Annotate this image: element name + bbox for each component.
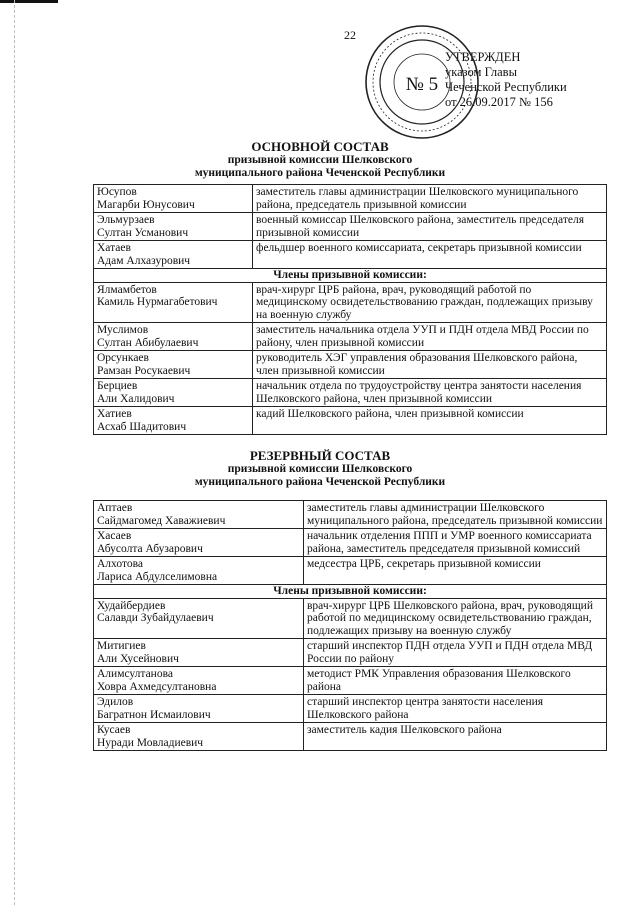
main-section-subtitle: призывной комиссии Шелковского: [227, 154, 413, 166]
person-cell: Берциев Али Халидович: [94, 379, 253, 407]
table-row: [94, 407, 607, 435]
role-cell: заместитель кадия Шелковского района: [304, 723, 607, 751]
members-header: Члены призывной комиссии:: [94, 585, 607, 599]
role-cell: медсестра ЦРБ, секретарь призывной комиссии: [304, 557, 607, 585]
members-header: Члены призывной комиссии:: [94, 269, 607, 283]
role-cell: заместитель главы администрации Шелковского муниципального района, председатель призывной комиссии: [253, 185, 607, 213]
person-cell: Хатаев Адам Алхазурович: [94, 241, 253, 269]
approval-line: УТВЕРЖДЕН: [445, 50, 521, 64]
role-cell: начальник отдела по трудоустройству центра занятости населения Шелковского района, член призывной комиссии: [253, 379, 607, 407]
person-cell: Эльмурзаев Султан Усманович: [94, 213, 253, 241]
main-section-title: ОСНОВНОЙ СОСТАВ: [251, 139, 389, 154]
official-seal-stamp: [364, 24, 480, 140]
stamp-number: № 5: [405, 74, 439, 95]
role-cell: руководитель ХЭГ управления образования Шелковского района, член призывной комиссии: [253, 351, 607, 379]
table-row: [94, 282, 607, 323]
main-section-subtitle: муниципального района Чеченской Республики: [194, 167, 446, 179]
person-cell: Худайбердиев Салавди Зубайдулаевич: [94, 598, 304, 639]
approval-line: указом Главы: [445, 65, 517, 79]
person-cell: Хатиев Асхаб Шадитович: [94, 407, 253, 435]
table-row: [94, 379, 607, 407]
reserve-section-heading: [0, 448, 640, 489]
person-cell: Юсупов Магарби Юнусович: [94, 185, 253, 213]
person-cell: Аптаев Сайдмагомед Хаважиевич: [94, 501, 304, 529]
role-cell: военный комиссар Шелковского района, заместитель председателя призывной комиссии: [253, 213, 607, 241]
top-edge-rule: [0, 0, 58, 3]
approval-line: Чеченской Республики: [445, 80, 567, 94]
table-row: [94, 695, 607, 723]
page-number: 22: [344, 28, 356, 42]
table-row: [94, 723, 607, 751]
table-row: [94, 667, 607, 695]
table-row: [94, 323, 607, 351]
role-cell: врач-хирург ЦРБ Шелковского района, врач, руководящий работой по медицинскому освидетельствованию граждан, подлежащих призыву на военную службу: [304, 598, 607, 639]
person-cell: Орсункаев Рамзан Росукаевич: [94, 351, 253, 379]
role-cell: заместитель начальника отдела УУП и ПДН отдела МВД России по району, член призывной комиссии: [253, 323, 607, 351]
table-row: [94, 213, 607, 241]
person-cell: Кусаев Нуради Мовладиевич: [94, 723, 304, 751]
main-roster-table: [93, 184, 607, 435]
members-header-row: [94, 269, 607, 283]
person-cell: Ялмамбетов Камиль Нурмагабетович: [94, 282, 253, 323]
person-cell: Алхотова Лариса Абдулселимовна: [94, 557, 304, 585]
role-cell: старший инспектор ПДН отдела УУП и ПДН отдела МВД России по району: [304, 639, 607, 667]
person-cell: Алимсултанова Ховра Ахмедсултановна: [94, 667, 304, 695]
table-row: [94, 598, 607, 639]
table-row: [94, 501, 607, 529]
members-header-row: [94, 585, 607, 599]
reserve-section-subtitle: призывной комиссии Шелковского: [227, 463, 413, 475]
table-row: [94, 529, 607, 557]
table-row: [94, 557, 607, 585]
table-row: [94, 351, 607, 379]
role-cell: кадий Шелковского района, член призывной комиссии: [253, 407, 607, 435]
table-row: [94, 185, 607, 213]
table-row: [94, 639, 607, 667]
person-cell: Эдилов Багратнон Исмаилович: [94, 695, 304, 723]
role-cell: начальник отделения ППП и УМР военного комиссариата района, заместитель председателя призывной комиссий: [304, 529, 607, 557]
role-cell: старший инспектор центра занятости населения Шелковского района: [304, 695, 607, 723]
role-cell: фельдшер военного комиссариата, секретарь призывной комиссии: [253, 241, 607, 269]
reserve-section-title: РЕЗЕРВНЫЙ СОСТАВ: [249, 448, 391, 463]
person-cell: Муслимов Султан Абибулаевич: [94, 323, 253, 351]
approval-line: от 26.09.2017 № 156: [445, 95, 553, 109]
reserve-roster-table: [93, 500, 607, 751]
main-section-heading: [0, 139, 640, 180]
reserve-section-subtitle: муниципального района Чеченской Республики: [194, 476, 446, 488]
person-cell: Митигиев Али Хусейнович: [94, 639, 304, 667]
person-cell: Хасаев Абусолта Абузарович: [94, 529, 304, 557]
role-cell: методист РМК Управления образования Шелковского района: [304, 667, 607, 695]
role-cell: врач-хирург ЦРБ района, врач, руководящий работой по медицинскому освидетельствованию граждан, подлежащих призыву на военную службу: [253, 282, 607, 323]
table-row: [94, 241, 607, 269]
role-cell: заместитель главы администрации Шелковского муниципального района, председатель призывной комиссии: [304, 501, 607, 529]
